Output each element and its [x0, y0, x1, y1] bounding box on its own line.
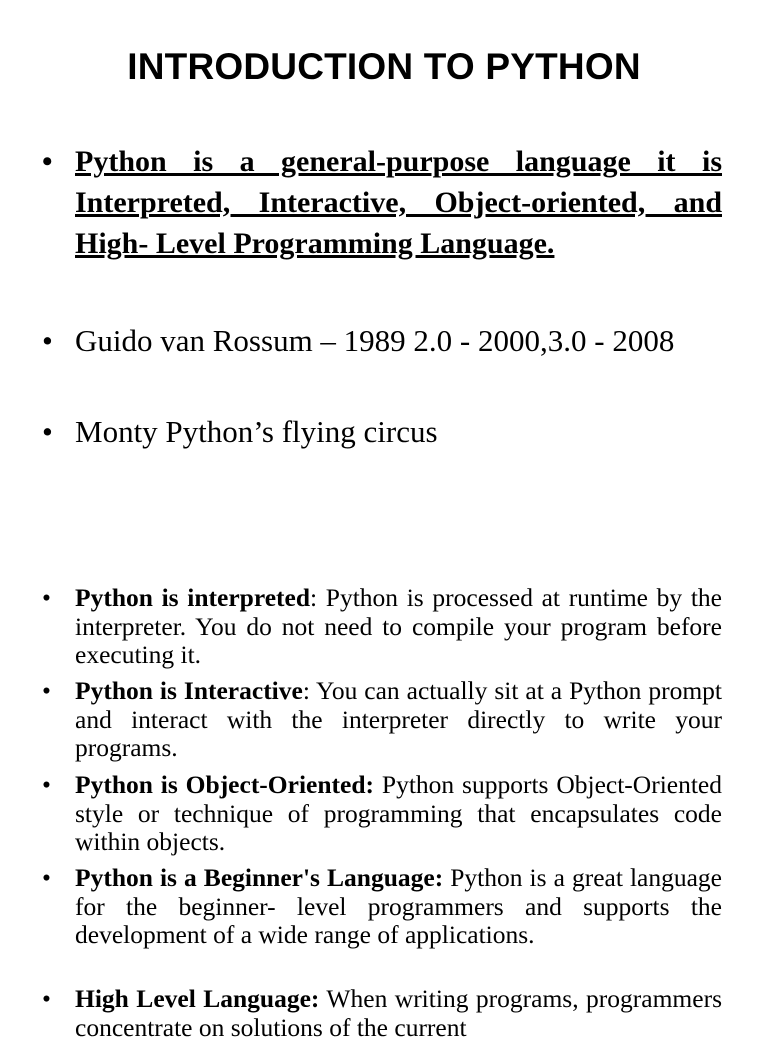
feature-term: Python is Interactive — [75, 676, 303, 705]
bullet-dot: • — [42, 323, 53, 358]
feature-description: : Python is processed at runtime by the interpreter. You do not need to compile your program before executing it. — [75, 583, 722, 669]
feature-text — [75, 864, 722, 950]
bullet-guido-versions — [42, 320, 722, 361]
feature-high-level — [42, 985, 722, 1042]
bullet-dot: • — [42, 414, 53, 449]
bullet-dot: • — [42, 863, 51, 892]
bullet-monty-python — [42, 411, 722, 452]
feature-term: Python is interpreted — [75, 583, 311, 612]
feature-term: Python is Object-Oriented: — [75, 770, 375, 799]
bullet-dot: • — [42, 770, 51, 799]
feature-beginner — [42, 864, 722, 950]
bullet-dot: • — [42, 984, 51, 1013]
bullet-dot: • — [42, 145, 53, 178]
feature-description: Python supports Object-Oriented style or technique of programming that encapsulates code within objects. — [75, 770, 722, 856]
feature-text — [75, 985, 722, 1042]
feature-text — [75, 771, 722, 857]
feature-description: When writing programs, programmers concentrate on solutions of the current — [75, 984, 722, 1042]
bullet-text: Guido van Rossum – 1989 2.0 - 2000,3.0 - 2008 — [75, 323, 675, 358]
bullet-dot: • — [42, 676, 51, 705]
feature-interactive — [42, 677, 722, 763]
feature-interpreted — [42, 584, 722, 670]
bullet-text: Monty Python’s flying circus — [75, 414, 438, 449]
feature-term: Python is a Beginner's Language: — [75, 863, 444, 892]
feature-object-oriented — [42, 771, 722, 857]
bullet-python-definition — [42, 141, 722, 264]
feature-text — [75, 584, 722, 670]
slide-title: INTRODUCTION TO PYTHON — [127, 46, 641, 87]
feature-description: Python is a great language for the beginner- level programmers and supports the development of a wide range of applications. — [75, 863, 722, 949]
feature-description: : You can actually sit at a Python prompt and interact with the interpreter directly to write your programs. — [75, 676, 722, 762]
feature-text — [75, 677, 722, 763]
feature-term: High Level Language: — [75, 984, 320, 1013]
bullet-text: Python is a general-purpose language it is Interpreted, Interactive, Object-oriented, and High- Level Programming Language. — [75, 145, 722, 260]
bullet-dot: • — [42, 583, 51, 612]
